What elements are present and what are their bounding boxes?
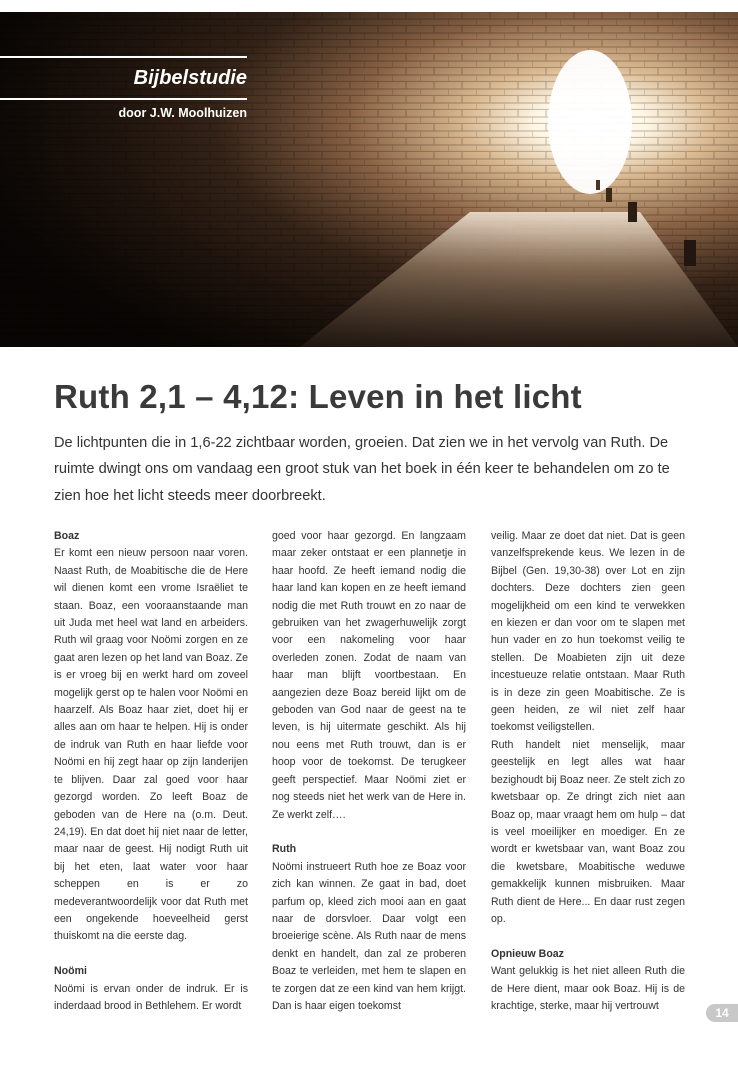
rubric-bottom-rule [0, 98, 247, 100]
subheading-boaz: Boaz [54, 530, 80, 542]
section-label: Bijbelstudie [133, 67, 247, 89]
paragraph: Er komt een nieuw persoon naar voren. Naast Ruth, de Moabitische die de Here wil dienen komt een vrome Israëliet te staan. Boaz, een vooraanstaande man uit Juda met heel wat land en arbeiders. Ruth wil graag voor Noömi zorgen en ze gaat aren lezen op het land van Boaz. Ze is er vroeg bij en werkt hard om zoveel mogelijk gerst op te halen voor Noömi en haarzelf. Als Boaz haar ziet, doet hij er alles aan om haar te helpen. Hij is onder de indruk van Ruth en haar liefde voor Noömi en hij zegt haar op zijn landerijen te blijven. Daar zal goed voor haar gezorgd worden. Zo leeft Boaz de geboden van de Here na (o.m. Deut. 24,19). En dat doet hij niet naar de letter, maar naar de geest. Hij nodigt Ruth uit bij het eten, laat water voor haar scheppen en is er zo medeverantwoordelijk voor dat Ruth met een ongekende hoeveelheid gerst thuiskomt na die eerste dag. [54, 547, 248, 943]
article-title: Ruth 2,1 – 4,12: Leven in het licht [54, 378, 582, 415]
section-rubric [0, 56, 247, 100]
paragraph: Want gelukkig is het niet alleen Ruth die de Here dient, maar ook Boaz. Hij is de krachtige, sterke, maar hij vertrouwt [491, 965, 685, 1012]
subheading-noomi: Noömi [54, 965, 87, 978]
paragraph: Noömi is ervan onder de indruk. Er is inderdaad brood in Bethlehem. Er wordt [54, 982, 248, 1012]
author-byline: door J.W. Moolhuizen [118, 106, 247, 120]
paragraph: Noömi instrueert Ruth hoe ze Boaz voor zich kan winnen. Ze gaat in bad, doet parfum op, kleed zich mooi aan en gaat naar de dorsvloer. Daar volgt een broeierige scène. Als Ruth naar de mens denkt en handelt, dan zal ze proberen Boaz te verleiden, met hem te slapen en te zorgen dat ze een kind van hem krijgt. Dan is haar eigen toekomst [272, 860, 466, 1012]
article-intro: De lichtpunten die in 1,6-22 zichtbaar worden, groeien. Dat zien we in het vervolg van Ruth. De ruimte dwingt ons om vandaag een groot stuk van het boek in één keer te behandelen om zo te zien hoe het licht steeds meer doorbreekt. [54, 435, 670, 504]
text-column-2 [272, 528, 466, 1015]
subheading-ruth: Ruth [272, 843, 297, 856]
text-column-1 [54, 528, 248, 1015]
page-number-badge: 14 [706, 1004, 738, 1022]
subheading-opnieuw-boaz: Opnieuw Boaz [491, 947, 564, 960]
text-column-3 [491, 528, 685, 1015]
paragraph: veilig. Maar ze doet dat niet. Dat is geen vanzelfsprekende keus. We lezen in de Bijbel (Gen. 19,30-38) over Lot en zijn dochters. Deze dochters zien geen mogelijkheid om een kind te verwekken en kiezen er dan voor om te slapen met hun vader en zo hun toekomst veilig te stellen. De Moabieten zijn uit deze incestueuze relatie ontstaan. Maar Ruth is in deze zin geen Moabitische. Ze is geen heiden, ze wil niet zelf haar toekomst veiligstellen. [491, 530, 685, 734]
paragraph: Ruth handelt niet menselijk, maar geestelijk en legt alles wat haar bezighoudt bij Boaz neer. Ze stelt zich zo kwetsbaar op. Ze dringt zich niet aan Boaz op, maar vraagt hem om hulp – dat is veel moeilijker en moediger. En ze wordt er kwetsbaar van, want Boaz zou die kwetsbare, Moabitische weduwe gemakkelijk kunnen misbruiken. Maar Ruth dient de Here... En daar rust zegen op. [491, 738, 685, 925]
paragraph: goed voor haar gezorgd. En langzaam maar zeker ontstaat er een plannetje in haar hoofd. Ze heeft iemand nodig die haar land kan kopen en ze heeft iemand nodig die met Ruth trouwt en zo naar de gebruiken van het zwagerhuwelijk zorgt voor een nakomeling voor haar overleden zonen. Zodat de naam van haar man blijft voortbestaan. En aangezien deze Boaz bereid lijkt om de geboden van God naar de geest na te leven, is hij uitermate geschikt. Als hij nou eens met Ruth trouwt, dan is er hoop voor de toekomst. De terugkeer geeft perspectief. Maar Noömi ziet er nog steeds niet het werk van de Here in. Ze werkt zelf…. [272, 530, 466, 821]
